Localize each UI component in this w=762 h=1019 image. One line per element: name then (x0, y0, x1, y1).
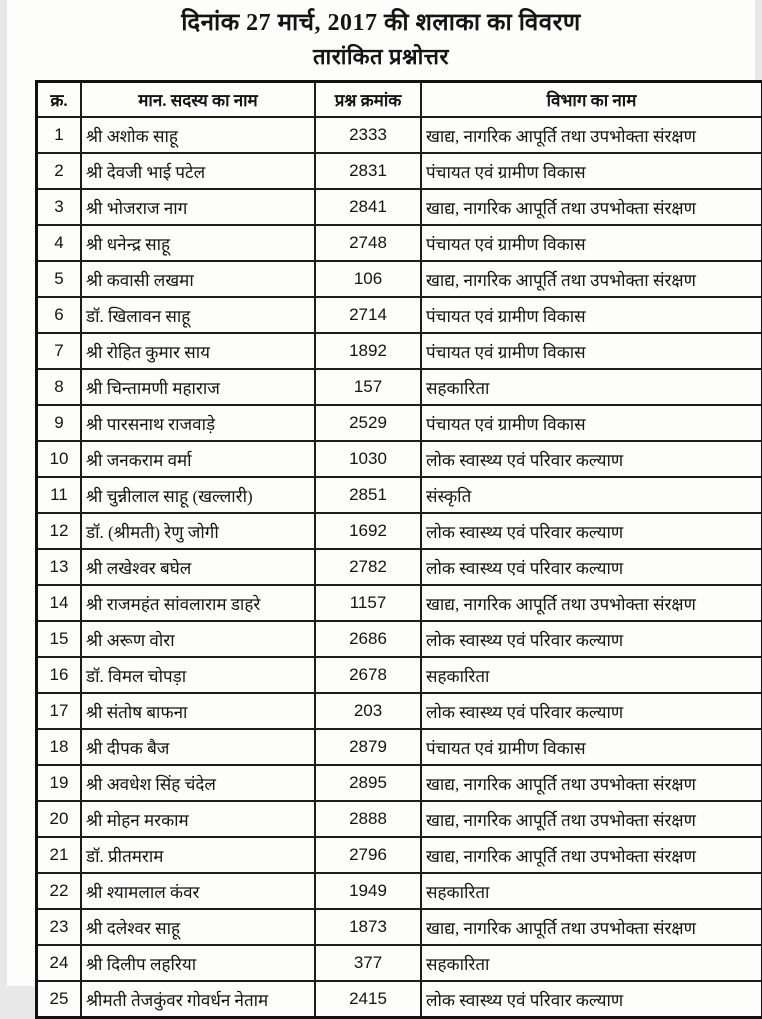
cell-department-name: खाद्य, नागरिक आपूर्ति तथा उपभोक्ता संरक्षण (421, 261, 762, 297)
table-body (37, 117, 762, 1018)
cell-question-number: 1157 (315, 585, 421, 621)
cell-department-name: लोक स्वास्थ्य एवं परिवार कल्याण (421, 513, 762, 549)
cell-serial: 13 (37, 549, 82, 585)
table-row (37, 117, 762, 153)
cell-department-name: संस्कृति (421, 477, 762, 513)
header-member-name: मान. सदस्य का नाम (81, 82, 315, 118)
cell-question-number: 2831 (315, 153, 421, 189)
cell-member-name: श्री दलेश्वर साहू (81, 909, 315, 945)
cell-member-name: डॉ. प्रीतमराम (81, 837, 315, 873)
cell-question-number: 2714 (315, 297, 421, 333)
cell-question-number: 2333 (315, 117, 421, 153)
table-row (37, 693, 762, 729)
cell-serial: 8 (37, 369, 82, 405)
cell-department-name: लोक स्वास्थ्य एवं परिवार कल्याण (421, 981, 762, 1018)
cell-question-number: 2895 (315, 765, 421, 801)
cell-member-name: श्री धनेन्द्र साहू (81, 225, 315, 261)
cell-serial: 25 (37, 981, 82, 1018)
table-row (37, 297, 762, 333)
table-row (37, 873, 762, 909)
table-row (37, 369, 762, 405)
cell-member-name: श्री चुन्नीलाल साहू (खल्लारी) (81, 477, 315, 513)
cell-member-name: श्री मोहन मरकाम (81, 801, 315, 837)
cell-serial: 12 (37, 513, 82, 549)
cell-serial: 16 (37, 657, 82, 693)
cell-question-number: 157 (315, 369, 421, 405)
cell-department-name: खाद्य, नागरिक आपूर्ति तथा उपभोक्ता संरक्षण (421, 837, 762, 873)
cell-question-number: 1030 (315, 441, 421, 477)
cell-serial: 6 (37, 297, 82, 333)
cell-member-name: डॉ. (श्रीमती) रेणु जोगी (81, 513, 315, 549)
table-row (37, 441, 762, 477)
cell-member-name: डॉ. विमल चोपड़ा (81, 657, 315, 693)
table-row (37, 657, 762, 693)
cell-serial: 5 (37, 261, 82, 297)
cell-question-number: 1692 (315, 513, 421, 549)
cell-department-name: लोक स्वास्थ्य एवं परिवार कल्याण (421, 693, 762, 729)
cell-serial: 24 (37, 945, 82, 981)
cell-department-name: सहकारिता (421, 657, 762, 693)
table-row (37, 261, 762, 297)
cell-serial: 2 (37, 153, 82, 189)
table-row (37, 945, 762, 981)
cell-serial: 21 (37, 837, 82, 873)
table-row (37, 837, 762, 873)
cell-question-number: 2841 (315, 189, 421, 225)
document-page (7, 0, 755, 986)
table-row (37, 333, 762, 369)
table-row (37, 765, 762, 801)
header-serial: क्र. (37, 82, 82, 118)
cell-serial: 20 (37, 801, 82, 837)
table-row (37, 477, 762, 513)
cell-serial: 23 (37, 909, 82, 945)
cell-question-number: 377 (315, 945, 421, 981)
cell-serial: 11 (37, 477, 82, 513)
cell-question-number: 2529 (315, 405, 421, 441)
starred-questions-table (35, 80, 762, 1019)
cell-department-name: पंचायत एवं ग्रामीण विकास (421, 729, 762, 765)
cell-department-name: पंचायत एवं ग्रामीण विकास (421, 297, 762, 333)
page-subtitle: तारांकित प्रश्नोत्तर (7, 44, 755, 70)
cell-question-number: 2851 (315, 477, 421, 513)
cell-question-number: 2748 (315, 225, 421, 261)
cell-serial: 14 (37, 585, 82, 621)
table-row (37, 729, 762, 765)
cell-member-name: डॉ. खिलावन साहू (81, 297, 315, 333)
cell-member-name: श्री दिलीप लहरिया (81, 945, 315, 981)
cell-question-number: 2686 (315, 621, 421, 657)
cell-member-name: श्री चिन्तामणी महाराज (81, 369, 315, 405)
cell-department-name: सहकारिता (421, 945, 762, 981)
cell-member-name: श्री जनकराम वर्मा (81, 441, 315, 477)
cell-serial: 19 (37, 765, 82, 801)
cell-question-number: 2415 (315, 981, 421, 1018)
cell-member-name: श्री कवासी लखमा (81, 261, 315, 297)
cell-department-name: खाद्य, नागरिक आपूर्ति तथा उपभोक्ता संरक्षण (421, 765, 762, 801)
cell-department-name: पंचायत एवं ग्रामीण विकास (421, 405, 762, 441)
cell-serial: 22 (37, 873, 82, 909)
cell-department-name: लोक स्वास्थ्य एवं परिवार कल्याण (421, 621, 762, 657)
cell-department-name: खाद्य, नागरिक आपूर्ति तथा उपभोक्ता संरक्षण (421, 909, 762, 945)
cell-member-name: श्री अशोक साहू (81, 117, 315, 153)
cell-member-name: श्रीमती तेजकुंवर गोवर्धन नेताम (81, 981, 315, 1018)
cell-member-name: श्री भोजराज नाग (81, 189, 315, 225)
header-question-number: प्रश्न क्रमांक (315, 82, 421, 118)
table-row (37, 801, 762, 837)
cell-serial: 18 (37, 729, 82, 765)
cell-member-name: श्री पारसनाथ राजवाड़े (81, 405, 315, 441)
cell-department-name: लोक स्वास्थ्य एवं परिवार कल्याण (421, 441, 762, 477)
cell-question-number: 2879 (315, 729, 421, 765)
cell-serial: 9 (37, 405, 82, 441)
table-row (37, 909, 762, 945)
cell-question-number: 2782 (315, 549, 421, 585)
cell-member-name: श्री दीपक बैज (81, 729, 315, 765)
cell-member-name: श्री राजमहंत सांवलाराम डाहरे (81, 585, 315, 621)
cell-serial: 15 (37, 621, 82, 657)
cell-department-name: खाद्य, नागरिक आपूर्ति तथा उपभोक्ता संरक्षण (421, 189, 762, 225)
cell-serial: 4 (37, 225, 82, 261)
cell-question-number: 2678 (315, 657, 421, 693)
table-row (37, 153, 762, 189)
cell-department-name: खाद्य, नागरिक आपूर्ति तथा उपभोक्ता संरक्षण (421, 585, 762, 621)
cell-department-name: सहकारिता (421, 873, 762, 909)
cell-question-number: 2796 (315, 837, 421, 873)
table-row (37, 513, 762, 549)
cell-question-number: 106 (315, 261, 421, 297)
cell-member-name: श्री देवजी भाई पटेल (81, 153, 315, 189)
cell-serial: 17 (37, 693, 82, 729)
cell-department-name: पंचायत एवं ग्रामीण विकास (421, 333, 762, 369)
cell-department-name: पंचायत एवं ग्रामीण विकास (421, 153, 762, 189)
cell-department-name: सहकारिता (421, 369, 762, 405)
header-department-name: विभाग का नाम (421, 82, 762, 118)
cell-department-name: पंचायत एवं ग्रामीण विकास (421, 225, 762, 261)
cell-member-name: श्री अरूण वोरा (81, 621, 315, 657)
table-row (37, 621, 762, 657)
table-header (37, 82, 762, 118)
cell-question-number: 203 (315, 693, 421, 729)
cell-question-number: 1949 (315, 873, 421, 909)
cell-serial: 10 (37, 441, 82, 477)
cell-member-name: श्री लखेश्वर बघेल (81, 549, 315, 585)
cell-question-number: 2888 (315, 801, 421, 837)
cell-department-name: लोक स्वास्थ्य एवं परिवार कल्याण (421, 549, 762, 585)
cell-member-name: श्री अवधेश सिंह चंदेल (81, 765, 315, 801)
table-row (37, 585, 762, 621)
cell-question-number: 1892 (315, 333, 421, 369)
page-title: दिनांक 27 मार्च, 2017 की शलाका का विवरण (7, 0, 755, 38)
table-row (37, 549, 762, 585)
cell-serial: 7 (37, 333, 82, 369)
cell-serial: 3 (37, 189, 82, 225)
cell-department-name: खाद्य, नागरिक आपूर्ति तथा उपभोक्ता संरक्षण (421, 801, 762, 837)
cell-member-name: श्री रोहित कुमार साय (81, 333, 315, 369)
table-row (37, 225, 762, 261)
cell-question-number: 1873 (315, 909, 421, 945)
table-row (37, 189, 762, 225)
cell-member-name: श्री संतोष बाफना (81, 693, 315, 729)
cell-serial: 1 (37, 117, 82, 153)
cell-member-name: श्री श्यामलाल कंवर (81, 873, 315, 909)
table-header-row (37, 82, 762, 118)
table-row (37, 981, 762, 1018)
cell-department-name: खाद्य, नागरिक आपूर्ति तथा उपभोक्ता संरक्षण (421, 117, 762, 153)
table-row (37, 405, 762, 441)
